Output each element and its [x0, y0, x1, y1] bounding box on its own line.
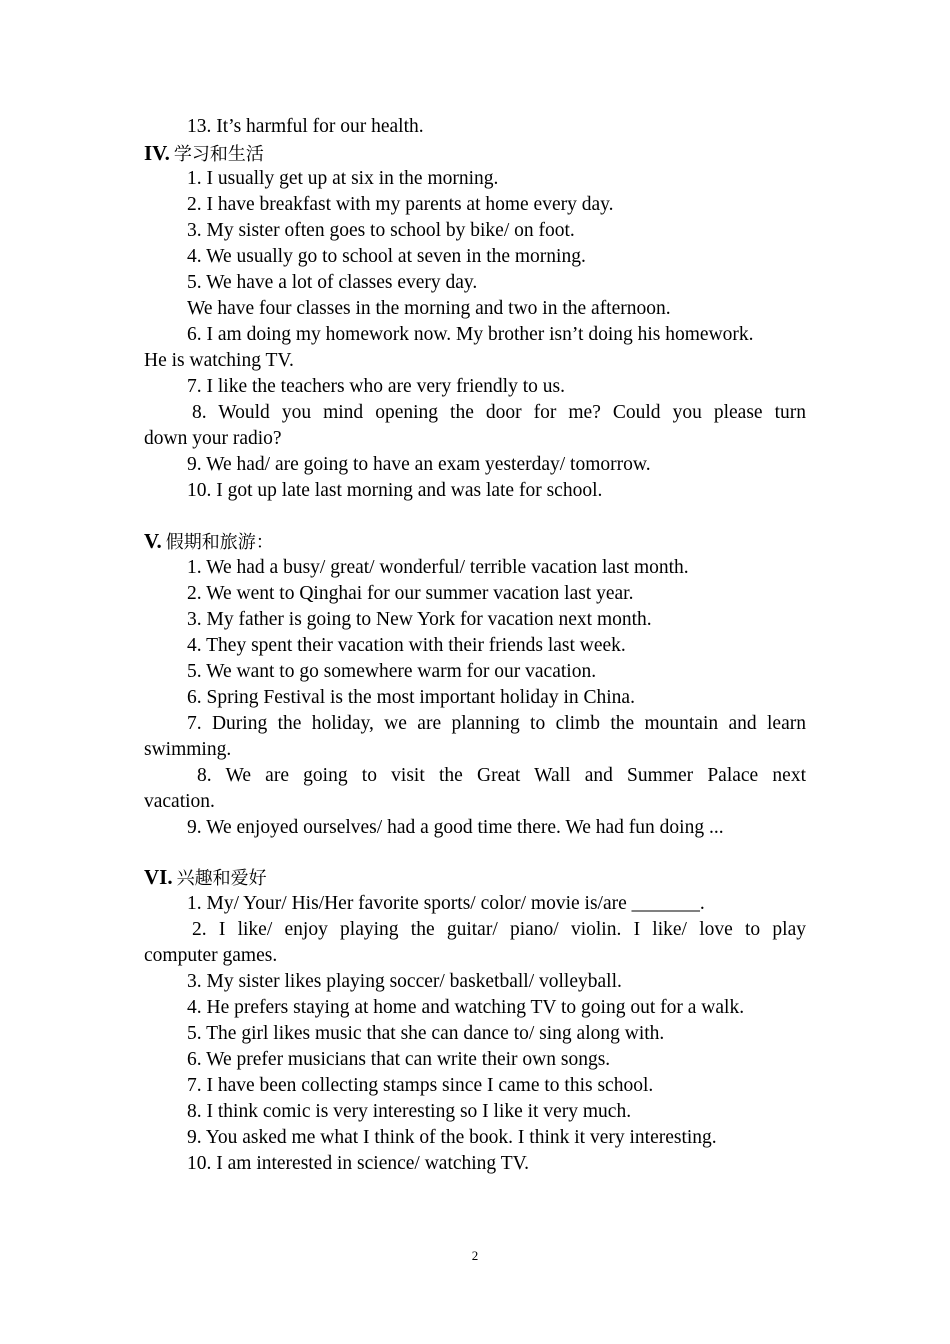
list-item: 1. My/ Your/ His/Her favorite sports/ color/ movie is/are _______. [187, 893, 705, 914]
list-item-continued: down your radio? [144, 428, 282, 449]
list-item-continued: computer games. [144, 945, 278, 966]
list-item: 6. I am doing my homework now. My brother isn’t doing his homework. [187, 324, 754, 345]
list-item: 4. We usually go to school at seven in the morning. [187, 246, 586, 267]
list-item: 10. I am interested in science/ watching TV. [187, 1153, 530, 1174]
list-item: 3. My sister often goes to school by bike/ on foot. [187, 220, 575, 241]
list-item: 8. Would you mind opening the door for me? Could you please turn [192, 402, 806, 423]
section-number: V. [144, 529, 162, 553]
section-heading-v [144, 528, 806, 554]
section-title: 兴趣和爱好 [176, 868, 267, 889]
list-item: 5. We have a lot of classes every day. [187, 272, 478, 293]
list-item: 4. He prefers staying at home and watching TV to going out for a walk. [187, 997, 745, 1018]
list-item-continued: vacation. [144, 791, 215, 812]
section-title: 学习和生活 [173, 144, 264, 165]
list-item: 6. We prefer musicians that can write their own songs. [187, 1049, 611, 1070]
list-item: We have four classes in the morning and two in the afternoon. [187, 298, 671, 319]
list-item-continued: He is watching TV. [144, 350, 294, 371]
list-item: 7. I like the teachers who are very friendly to us. [187, 376, 565, 397]
list-item: 3. My father is going to New York for vacation next month. [187, 609, 652, 630]
list-item: 2. I have breakfast with my parents at home every day. [187, 194, 614, 215]
section-title: 假期和旅游： [165, 532, 274, 553]
section-heading-iv [144, 140, 806, 166]
section-number: IV. [144, 141, 170, 165]
list-item: 1. We had a busy/ great/ wonderful/ terrible vacation last month. [187, 557, 689, 578]
list-item: 9. We had/ are going to have an exam yesterday/ tomorrow. [187, 454, 651, 475]
list-item: 2. We went to Qinghai for our summer vacation last year. [187, 583, 634, 604]
list-item-continued: swimming. [144, 739, 232, 760]
list-item: 7. During the holiday, we are planning to climb the mountain and learn [187, 713, 806, 734]
list-item: 7. I have been collecting stamps since I came to this school. [187, 1075, 654, 1096]
list-item: 4. They spent their vacation with their friends last week. [187, 635, 626, 656]
list-item: 5. The girl likes music that she can dance to/ sing along with. [187, 1023, 665, 1044]
intro-line: 13. It’s harmful for our health. [187, 116, 424, 137]
list-item: 2. I like/ enjoy playing the guitar/ piano/ violin. I like/ love to play [192, 919, 806, 940]
section-heading-vi [144, 864, 806, 890]
list-item: 10. I got up late last morning and was late for school. [187, 480, 603, 501]
list-item: 9. We enjoyed ourselves/ had a good time there. We had fun doing ... [187, 817, 724, 838]
list-item: 1. I usually get up at six in the morning. [187, 168, 499, 189]
list-item: 8. We are going to visit the Great Wall and Summer Palace next [197, 765, 806, 786]
list-item: 9. You asked me what I think of the book. I think it very interesting. [187, 1127, 717, 1148]
section-number: VI. [144, 865, 173, 889]
list-item: 6. Spring Festival is the most important holiday in China. [187, 687, 635, 708]
list-item: 3. My sister likes playing soccer/ basketball/ volleyball. [187, 971, 622, 992]
list-item: 5. We want to go somewhere warm for our vacation. [187, 661, 597, 682]
list-item: 8. I think comic is very interesting so I like it very much. [187, 1101, 632, 1122]
page-number: 2 [471, 1248, 479, 1263]
